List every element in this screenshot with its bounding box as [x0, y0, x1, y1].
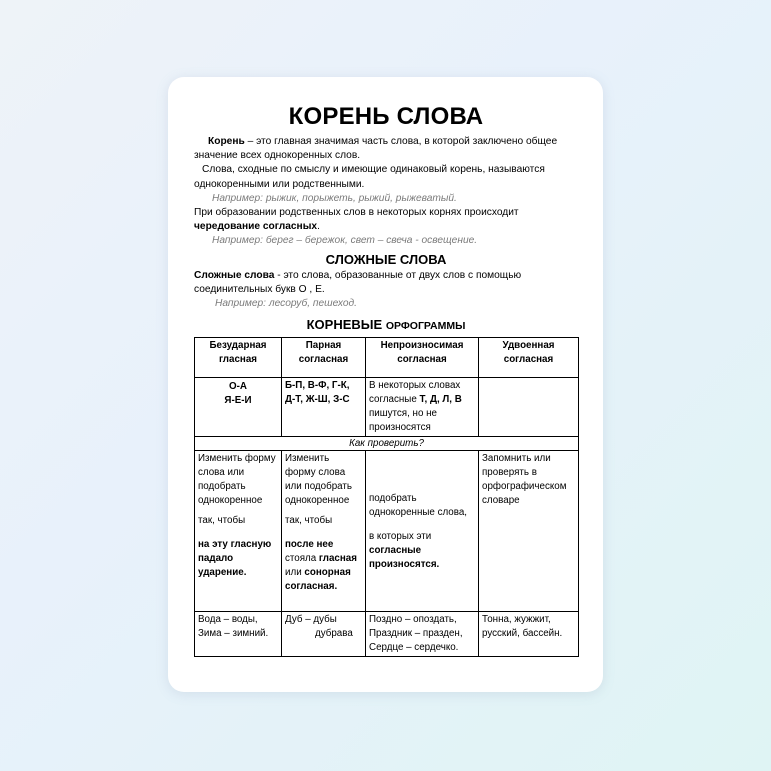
paired-rule-after: после нее — [285, 539, 334, 551]
vowel-example-2: Зима – зимний. — [198, 628, 269, 640]
paired-rule-text: Изменить форму слова или подобрать однокоренное — [285, 453, 352, 507]
orthograms-heading-small: ОРФОГРАММЫ — [385, 320, 466, 333]
header-unstressed-vowel: Безударная гласная — [195, 338, 282, 378]
document-card — [168, 77, 603, 692]
paired-example-1: Дуб – дубы — [285, 614, 337, 626]
consonant-pairs-line1: Б-П, В-Ф, Г-К, — [285, 380, 350, 392]
double-example-2: русский, бассейн. — [482, 628, 563, 640]
header-silent-consonant: Непроизносимая согласная — [366, 338, 479, 378]
silent-rule-which: в которых эти — [369, 531, 432, 543]
example-compound: Например: лесоруб, пешеход. — [215, 298, 357, 310]
alternation-end: . — [317, 221, 320, 233]
cell-silent-consonants — [366, 378, 479, 437]
cell-double-empty — [479, 378, 579, 437]
related-words-definition: Слова, сходные по смыслу и имеющие одинаковый корень, называются однокоренными или родственными. — [194, 164, 545, 190]
compound-term: Сложные слова — [194, 269, 275, 281]
silent-rule-text: подобрать однокоренные слова, — [369, 493, 468, 519]
vowel-rule-text: Изменить форму слова или подобрать однокоренное — [198, 453, 276, 507]
double-example-1: Тонна, жужжит, — [482, 614, 551, 626]
vowel-pair-oa: О-А — [229, 381, 247, 393]
consonant-pairs-line2: Д-Т, Ж-Ш, З-С — [285, 394, 350, 406]
orthograms-heading — [194, 317, 578, 332]
paired-rule-sonorant: сонорная согласная. — [285, 567, 351, 593]
compound-heading: СЛОЖНЫЕ СЛОВА — [325, 251, 447, 267]
silent-example-1: Поздно – опоздать, — [369, 614, 457, 626]
paired-example-2: дубрава — [315, 628, 353, 640]
silent-letters: Т, Д, Л, В — [419, 394, 462, 406]
cell-vowel-rule — [195, 451, 282, 612]
orthograms-table — [194, 337, 579, 657]
how-to-check-label: Как проверить? — [195, 437, 579, 451]
cell-vowel-examples — [195, 612, 282, 657]
alternation-term: чередование согласных — [194, 221, 318, 233]
vowel-rule-sothat: так, чтобы — [198, 515, 246, 527]
vowel-pair-yaei: Я-Е-И — [224, 395, 252, 407]
vowel-example-1: Вода – воды, — [198, 614, 258, 626]
vowel-rule-bold: на эту гласную падало ударение. — [198, 539, 272, 579]
compound-definition-text: - это слова, образованные от двух слов с помощью соединительных букв О , Е. — [194, 269, 522, 295]
orthograms-heading-main: КОРНЕВЫЕ — [306, 317, 386, 333]
alternation-paragraph — [194, 206, 578, 234]
paired-rule-detail — [285, 538, 362, 594]
header-double-consonant: Удвоенная согласная — [479, 338, 579, 378]
root-definition — [194, 135, 578, 163]
cell-paired-rule — [282, 451, 366, 612]
table-row-rules — [195, 451, 579, 612]
root-term: Корень — [208, 136, 245, 147]
silent-example-3: Сердце – сердечко. — [369, 642, 459, 654]
paired-rule-stood: стояла — [285, 553, 319, 565]
example-related-words: Например: рыжик, порыжеть, рыжий, рыжеватый. — [212, 192, 457, 204]
table-row-letters — [195, 378, 579, 437]
cell-vowel-pairs — [195, 378, 282, 437]
silent-example-2: Праздник – празден, — [369, 628, 463, 640]
compound-definition — [194, 269, 578, 297]
table-header-row — [195, 338, 579, 378]
cell-silent-rule — [366, 451, 479, 612]
header-paired-consonant: Парная согласная — [282, 338, 366, 378]
paired-rule-sothat: так, чтобы — [285, 515, 333, 527]
cell-consonant-pairs — [282, 378, 366, 437]
cell-double-examples — [479, 612, 579, 657]
cell-paired-examples — [282, 612, 366, 657]
page-title: КОРЕНЬ СЛОВА — [288, 103, 484, 130]
silent-rule-bold: согласные произносятся. — [369, 545, 440, 571]
silent-text: В некоторых словах согласные — [369, 380, 461, 406]
paired-rule-vowel: гласная — [318, 553, 357, 565]
root-definition-text: – это главная значимая часть слова, в которой заключено общее значение всех однокоренных слов. — [194, 136, 558, 162]
cell-double-rule: Запомнить или проверять в орфографическом словаре — [479, 451, 579, 612]
alternation-text: При образовании родственных слов в некоторых корнях происходит — [194, 207, 519, 219]
table-row-examples — [195, 612, 579, 657]
paired-rule-or: или — [285, 567, 305, 579]
example-alternation: Например: берег – бережок, свет – свеча - освещение. — [212, 235, 478, 247]
table-row-how-to-check — [195, 437, 579, 451]
cell-silent-examples — [366, 612, 479, 657]
silent-end: пишутся, но не произносятся — [369, 408, 437, 434]
document-sheet — [194, 103, 578, 657]
